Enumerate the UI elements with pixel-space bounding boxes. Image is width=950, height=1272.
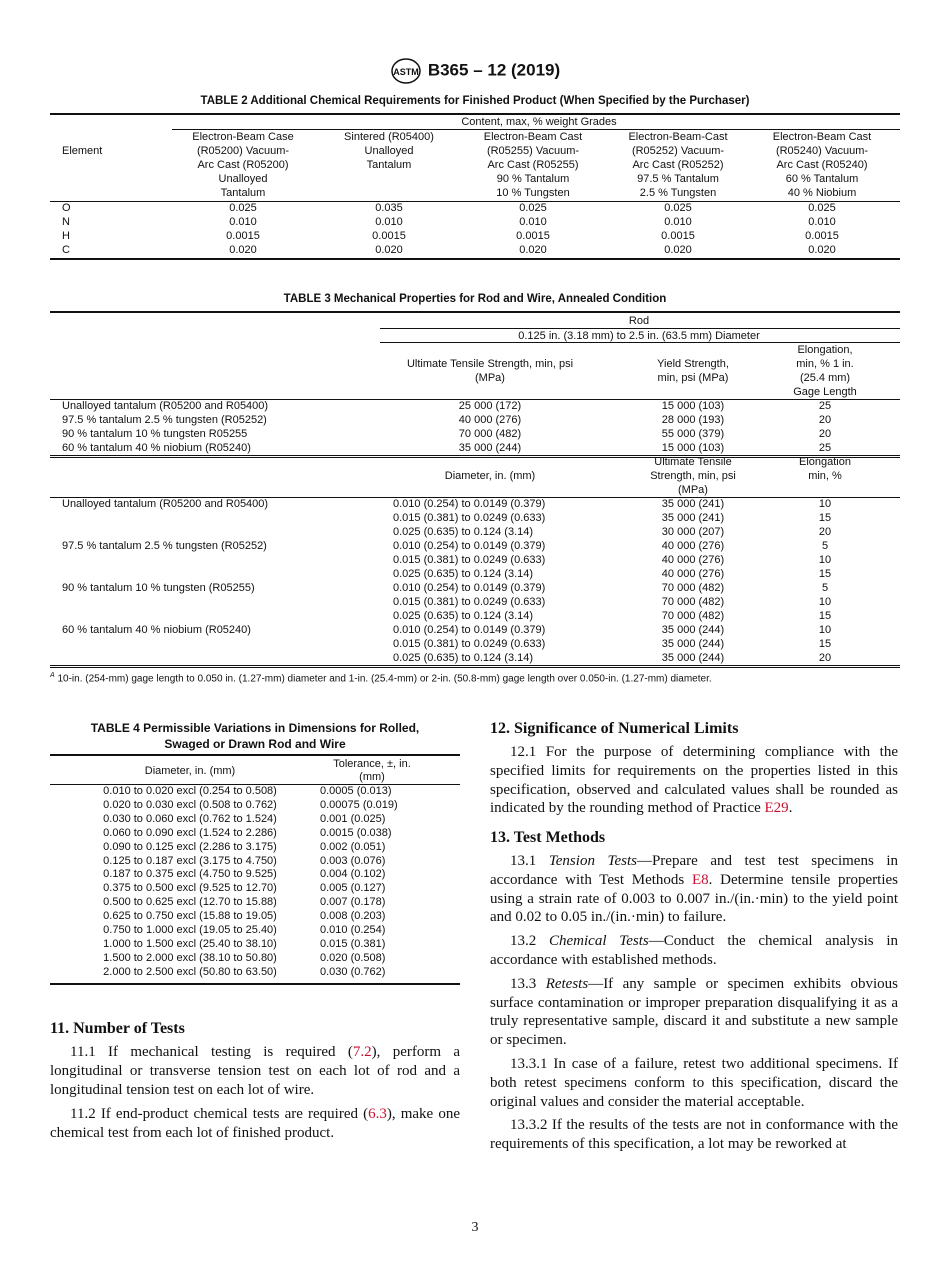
paragraph-block bbox=[490, 1116, 898, 1154]
footnote-mark: A bbox=[50, 672, 55, 679]
table4-row-diameter: 0.375 to 0.500 excl (9.525 to 12.70) bbox=[103, 882, 277, 895]
table4-row-tolerance: 0.0015 (0.038) bbox=[320, 826, 392, 839]
table3-column-header: Elongation bbox=[799, 456, 851, 468]
section-heading: 13. Test Methods bbox=[490, 829, 606, 846]
table3-cell: 0.025 (0.635) to 0.124 (3.14) bbox=[393, 526, 534, 538]
page-number: 3 bbox=[471, 1220, 479, 1235]
table4-row-tolerance: 0.001 (0.025) bbox=[320, 812, 386, 825]
table3-column-header: min, % 1 in. bbox=[796, 358, 854, 370]
document-header bbox=[0, 58, 950, 84]
text-run: —If any sample or specimen exhibits obvious surface contamination or improper preparation disqualifying it as a truly representative sample, discard it and substitute a new sample or specimen. bbox=[490, 975, 899, 1049]
table3-cell: 5 bbox=[821, 582, 829, 594]
table2-column-header: Arc Cast (R05200) bbox=[197, 159, 289, 171]
table3-cell: 55 000 (379) bbox=[661, 428, 725, 440]
table3-column-header: (MPa) bbox=[678, 484, 708, 496]
table-rule bbox=[50, 311, 900, 313]
table2-cell: 0.0015 bbox=[516, 230, 550, 242]
table2-cell: 0.025 bbox=[519, 202, 547, 214]
table2-cell: 0.010 bbox=[229, 216, 257, 228]
table3-cell: 0.015 (0.381) to 0.0249 (0.633) bbox=[393, 554, 546, 566]
table2-column-header: Unalloyed bbox=[364, 145, 414, 157]
table3-column-header: Strength, min, psi bbox=[650, 470, 736, 482]
table3-row-label: 97.5 % tantalum 2.5 % tungsten (R05252) bbox=[62, 540, 267, 552]
table4-row-diameter: 0.750 to 1.000 excl (19.05 to 25.40) bbox=[103, 924, 277, 936]
table2-column-header: 90 % Tantalum bbox=[496, 173, 570, 185]
paragraph bbox=[490, 932, 898, 970]
table4-row-diameter: 1.500 to 2.000 excl (38.10 to 50.80) bbox=[103, 951, 277, 964]
table2-cell: 0.020 bbox=[229, 244, 257, 256]
table-rule bbox=[50, 754, 460, 756]
table2-column-header: 10 % Tungsten bbox=[496, 187, 570, 199]
table4-title-line: TABLE 4 Permissible Variations in Dimensions for Rolled, bbox=[90, 721, 420, 735]
paragraph-block bbox=[490, 932, 898, 970]
table4-row-diameter: 0.010 to 0.020 excl (0.254 to 0.508) bbox=[103, 785, 277, 797]
table4-row-tolerance: 0.030 (0.762) bbox=[320, 965, 386, 978]
section-heading: 12. Significance of Numerical Limits bbox=[490, 720, 739, 737]
table2-cell: 0.020 bbox=[375, 244, 403, 256]
table3-column-header: Elongation, bbox=[797, 344, 853, 356]
table2-cell: 0.020 bbox=[808, 244, 836, 256]
paragraph bbox=[490, 852, 898, 927]
table3-row-label: Unalloyed tantalum (R05200 and R05400) bbox=[62, 400, 269, 412]
table3-cell: 40 000 (276) bbox=[661, 540, 725, 552]
table2-cell: 0.0015 bbox=[805, 230, 839, 242]
table4-row-tolerance: 0.00075 (0.019) bbox=[320, 798, 398, 811]
table4-row-tolerance: 0.015 (0.381) bbox=[320, 937, 386, 950]
table2-cell: 0.0015 bbox=[372, 230, 406, 242]
table4-column-header: Diameter, in. (mm) bbox=[144, 765, 236, 777]
table3-row-label: 60 % tantalum 40 % niobium (R05240) bbox=[62, 442, 251, 454]
table4-row-diameter: 1.000 to 1.500 excl (25.40 to 38.10) bbox=[103, 937, 277, 950]
table4-row-diameter: 2.000 to 2.500 excl (50.80 to 63.50) bbox=[103, 965, 277, 978]
table2-cell: 0.0015 bbox=[226, 230, 260, 242]
table3-cell: 25 bbox=[818, 442, 832, 454]
table2-column-header: (R05252) Vacuum- bbox=[631, 145, 725, 157]
table2-cell: 0.010 bbox=[375, 216, 403, 228]
table3-cell: 10 bbox=[818, 596, 832, 608]
paragraph bbox=[490, 1055, 898, 1111]
table2-column-header: Tantalum bbox=[366, 159, 412, 171]
table2-column-header: Arc Cast (R05240) bbox=[776, 159, 868, 171]
text-run: ), perform a longitudinal or transverse tension test on each lot of rod and a longitudinal tension test on each lot of wire. bbox=[50, 1044, 460, 1098]
table2-column-header: 40 % Niobium bbox=[787, 187, 857, 199]
table3-cell: 40 000 (276) bbox=[661, 568, 725, 580]
paragraph-block bbox=[490, 743, 898, 818]
text-run: . bbox=[788, 800, 793, 817]
reference-link[interactable]: 7.2 bbox=[352, 1044, 372, 1060]
table3-column-header: Yield Strength, bbox=[657, 358, 729, 370]
table3-cell: 15 000 (103) bbox=[661, 400, 725, 412]
table3-row-label: 97.5 % tantalum 2.5 % tungsten (R05252) bbox=[62, 414, 267, 426]
footnote-text: 10-in. (254-mm) gage length to 0.050 in. (1.27-mm) diameter and 1-in. (25.4-mm) or 2-in. (50.8-mm) gage length over 0.050-in. (1.27-mm) diameter. bbox=[57, 673, 712, 685]
table4 bbox=[50, 754, 460, 986]
table3-cell: 35 000 (244) bbox=[661, 652, 725, 664]
table3-cell: 35 000 (241) bbox=[661, 512, 725, 524]
table2 bbox=[50, 113, 900, 259]
table3-column-header: (25.4 mm) bbox=[799, 372, 851, 384]
table3-cell: 15 bbox=[818, 610, 832, 622]
table2-column-header: (R05240) Vacuum- bbox=[775, 145, 869, 157]
paragraph-block bbox=[490, 852, 898, 927]
table3-cell: 0.025 (0.635) to 0.124 (3.14) bbox=[393, 610, 534, 622]
table2-row-element: N bbox=[62, 216, 70, 228]
reference-link[interactable]: 6.3 bbox=[368, 1106, 387, 1123]
text-run: —Prepare and test test specimens in accordance with Test Methods bbox=[490, 853, 899, 888]
table4-row-diameter: 0.625 to 0.750 excl (15.88 to 19.05) bbox=[103, 910, 277, 923]
table3-cell: 15 bbox=[818, 512, 832, 524]
svg-text:ASTM: ASTM bbox=[393, 67, 419, 77]
table3-cell: 20 bbox=[818, 414, 832, 426]
table3-cell: 0.010 (0.254) to 0.0149 (0.379) bbox=[393, 540, 546, 552]
table4-row-tolerance: 0.008 (0.203) bbox=[320, 910, 386, 923]
table3-cell: 15 bbox=[818, 568, 832, 580]
table3-cell: 35 000 (244) bbox=[458, 442, 522, 454]
table3-cell: 0.015 (0.381) to 0.0249 (0.633) bbox=[393, 512, 546, 524]
table4-row-diameter: 0.125 to 0.187 excl (3.175 to 4.750) bbox=[103, 854, 277, 867]
table3-row-label: 90 % tantalum 10 % tungsten (R05255) bbox=[62, 582, 255, 594]
table3-cell: 0.010 (0.254) to 0.0149 (0.379) bbox=[393, 582, 546, 594]
table2-column-header: 97.5 % Tantalum bbox=[637, 173, 719, 185]
table4-column-header: Tolerance, ±, in. bbox=[333, 758, 411, 770]
table2-column-header: Sintered (R05400) bbox=[344, 131, 434, 143]
table3-cell: 35 000 (244) bbox=[661, 638, 725, 650]
table3-cell: 35 000 (241) bbox=[661, 498, 725, 510]
paragraph-block bbox=[490, 1055, 898, 1111]
table3-rod-subheader: 0.125 in. (3.18 mm) to 2.5 in. (63.5 mm) Diameter bbox=[518, 330, 760, 342]
text-run: 13.3.1 In case of a failure, retest two additional specimens. If both retest specimens conform to this specification, discard the original values and consider the material acceptable. bbox=[490, 1055, 898, 1110]
table3-footnote bbox=[50, 669, 900, 686]
italic-run-in-heading: Chemical Tests bbox=[549, 933, 649, 950]
section-12 bbox=[490, 720, 898, 818]
table-rule bbox=[50, 665, 900, 668]
table3-cell: 0.010 (0.254) to 0.0149 (0.379) bbox=[393, 624, 546, 636]
table4-row-tolerance: 0.004 (0.102) bbox=[320, 868, 386, 881]
section-13 bbox=[490, 829, 898, 1154]
table2-cell: 0.0015 bbox=[661, 230, 695, 242]
document-title: B365 – 12 (2019) bbox=[427, 60, 561, 80]
table3-cell: 15 000 (103) bbox=[661, 442, 725, 454]
table3-column-header: Ultimate Tensile Strength, min, psi bbox=[406, 358, 574, 370]
table3-row-label: Unalloyed tantalum (R05200 and R05400) bbox=[62, 498, 269, 510]
table2-column-header: Arc Cast (R05252) bbox=[632, 159, 724, 171]
table2-column-header: Electron-Beam Cast bbox=[483, 131, 583, 143]
italic-run-in-heading: Tension Tests bbox=[548, 853, 637, 869]
paragraph bbox=[50, 1043, 460, 1099]
text-run: ), make one chemical test from each lot of finished product. bbox=[50, 1106, 460, 1142]
table4-row-diameter: 0.030 to 0.060 excl (0.762 to 1.524) bbox=[103, 812, 277, 825]
table3-column-header: min, % bbox=[808, 470, 842, 482]
text-run: 13.3 bbox=[510, 975, 546, 992]
table3-cell: 0.025 (0.635) to 0.124 (3.14) bbox=[393, 568, 534, 580]
table2-column-header: Arc Cast (R05255) bbox=[487, 159, 579, 171]
table3-column-header: Ultimate Tensile bbox=[654, 456, 732, 468]
table2-cell: 0.020 bbox=[519, 244, 547, 256]
text-run: . Determine tensile properties using a strain rate of 0.003 to 0.007 in./(in.·min) to the yield point and 0.02 to 0.05 in./(in.·min) to failure. bbox=[490, 871, 898, 926]
text-run: 13.3.2 If the results of the tests are not in conformance with the requirements of this specification, a lot may be reworked at bbox=[490, 1117, 898, 1153]
table3-cell: 15 bbox=[818, 638, 832, 650]
table3-cell: 35 000 (244) bbox=[661, 624, 725, 636]
table4-row-tolerance: 0.020 (0.508) bbox=[320, 951, 386, 964]
table3-cell: 20 bbox=[818, 428, 832, 440]
table2-column-header: Electron-Beam Case bbox=[192, 131, 294, 143]
paragraph-block bbox=[50, 1043, 460, 1099]
table2-cell: 0.025 bbox=[229, 202, 257, 214]
table4-row-diameter: 0.060 to 0.090 excl (1.524 to 2.286) bbox=[103, 826, 277, 839]
table3-rod-header: Rod bbox=[628, 315, 650, 327]
table3-cell: 28 000 (193) bbox=[661, 414, 725, 426]
table3-cell: 0.015 (0.381) to 0.0249 (0.633) bbox=[393, 596, 546, 608]
text-run: —Conduct the chemical analysis in accordance with established methods. bbox=[490, 933, 899, 968]
table3-row-label: 90 % tantalum 10 % tungsten R05255 bbox=[62, 428, 248, 440]
table3-cell: 40 000 (276) bbox=[661, 554, 725, 566]
table4-row-tolerance: 0.010 (0.254) bbox=[320, 924, 386, 936]
table3-cell: 20 bbox=[818, 652, 832, 664]
table3-cell: 25 000 (172) bbox=[458, 400, 522, 412]
table2-row-element: O bbox=[62, 202, 71, 214]
table2-column-header: (R05255) Vacuum- bbox=[486, 145, 580, 157]
section-11 bbox=[50, 1020, 460, 1143]
table3-cell: 20 bbox=[818, 526, 832, 538]
table2-cell: 0.035 bbox=[375, 202, 403, 214]
reference-link[interactable]: E29 bbox=[764, 800, 789, 817]
table4-row-diameter: 0.020 to 0.030 excl (0.508 to 0.762) bbox=[103, 798, 277, 811]
table3-cell: 10 bbox=[818, 624, 832, 636]
table4-column-header: (mm) bbox=[359, 771, 385, 783]
table3-column-header: Diameter, in. (mm) bbox=[444, 470, 536, 482]
table3-cell: 5 bbox=[821, 540, 829, 552]
table4-row-tolerance: 0.003 (0.076) bbox=[320, 854, 386, 867]
section-heading: 11. Number of Tests bbox=[50, 1020, 185, 1037]
table3-cell: 70 000 (482) bbox=[661, 596, 725, 608]
paragraph bbox=[490, 975, 898, 1050]
table3-cell: 0.010 (0.254) to 0.0149 (0.379) bbox=[393, 498, 546, 510]
table2-row-element: H bbox=[62, 230, 70, 242]
table4-row-tolerance: 0.002 (0.051) bbox=[320, 840, 386, 853]
text-run: 12.1 For the purpose of determining compliance with the specified limits for requirements on the properties listed in this specification, observed and calculated values shall be rounded as indicated by the rounding method of Practice bbox=[490, 744, 898, 817]
table3-cell: 70 000 (482) bbox=[661, 582, 725, 594]
reference-link[interactable]: E8 bbox=[691, 871, 709, 888]
table2-cell: 0.025 bbox=[664, 202, 692, 214]
table3-cell: 70 000 (482) bbox=[661, 610, 725, 622]
table-rule bbox=[50, 983, 460, 985]
text-run: 13.1 bbox=[510, 853, 549, 869]
table2-cell: 0.020 bbox=[664, 244, 692, 256]
table2-column-header: Electron-Beam Cast bbox=[772, 131, 872, 143]
table4-row-diameter: 0.500 to 0.625 excl (12.70 to 15.88) bbox=[103, 896, 277, 909]
table4-row-tolerance: 0.007 (0.178) bbox=[320, 896, 386, 909]
text-run: 11.1 If mechanical testing is required ( bbox=[70, 1044, 353, 1060]
table2-cell: 0.025 bbox=[808, 202, 836, 214]
text-run: 13.2 bbox=[510, 933, 550, 950]
table3-cell: 70 000 (482) bbox=[458, 428, 522, 440]
table2-column-header: Tantalum bbox=[220, 187, 266, 199]
table-rule bbox=[50, 258, 900, 260]
table3-cell: 40 000 (276) bbox=[458, 414, 522, 426]
table2-column-header: Unalloyed bbox=[218, 173, 268, 185]
table2-row-element: C bbox=[62, 244, 70, 256]
table3-cell: 25 bbox=[818, 400, 832, 412]
table2-column-header: Element bbox=[62, 145, 103, 157]
paragraph-block bbox=[50, 1105, 460, 1143]
table3-title: TABLE 3 Mechanical Properties for Rod and Wire, Annealed Condition bbox=[283, 293, 667, 305]
italic-run-in-heading: Retests bbox=[545, 975, 589, 992]
table3-cell: 10 bbox=[818, 554, 832, 566]
table3-cell: 0.015 (0.381) to 0.0249 (0.633) bbox=[393, 638, 546, 650]
table3-column-header: (MPa) bbox=[475, 372, 505, 384]
paragraph bbox=[490, 1116, 898, 1154]
table2-column-header: 2.5 % Tungsten bbox=[639, 187, 717, 199]
table3-row-label: 60 % tantalum 40 % niobium (R05240) bbox=[62, 624, 251, 636]
table2-column-header: 60 % Tantalum bbox=[785, 173, 859, 185]
table2-cell: 0.010 bbox=[519, 216, 547, 228]
table3-cell: 0.025 (0.635) to 0.124 (3.14) bbox=[393, 652, 534, 664]
table3-column-header: min, psi (MPa) bbox=[657, 372, 729, 384]
text-run: 11.2 If end-product chemical tests are required ( bbox=[70, 1106, 369, 1123]
table3-cell: 30 000 (207) bbox=[661, 526, 725, 538]
table4-title bbox=[50, 720, 460, 752]
table4-row-tolerance: 0.0005 (0.013) bbox=[320, 785, 392, 797]
table2-group-header: Content, max, % weight Grades bbox=[461, 116, 617, 128]
paragraph bbox=[490, 743, 898, 818]
table4-row-tolerance: 0.005 (0.127) bbox=[320, 882, 386, 895]
table2-cell: 0.010 bbox=[664, 216, 692, 228]
table4-title-line: Swaged or Drawn Rod and Wire bbox=[164, 737, 346, 751]
table4-row-diameter: 0.187 to 0.375 excl (4.750 to 9.525) bbox=[103, 868, 277, 881]
table3 bbox=[50, 311, 900, 667]
table3-column-header: Gage Length bbox=[793, 386, 857, 398]
table2-title: TABLE 2 Additional Chemical Requirements for Finished Product (When Specified by the Purchaser) bbox=[200, 95, 750, 107]
table2-column-header: Electron-Beam-Cast bbox=[628, 131, 728, 143]
astm-logo-icon bbox=[390, 58, 422, 84]
paragraph-block bbox=[490, 975, 898, 1050]
paragraph bbox=[50, 1105, 460, 1143]
table2-cell: 0.010 bbox=[808, 216, 836, 228]
table2-column-header: (R05200) Vacuum- bbox=[196, 145, 290, 157]
table4-row-diameter: 0.090 to 0.125 excl (2.286 to 3.175) bbox=[103, 840, 277, 853]
table3-cell: 10 bbox=[818, 498, 832, 510]
